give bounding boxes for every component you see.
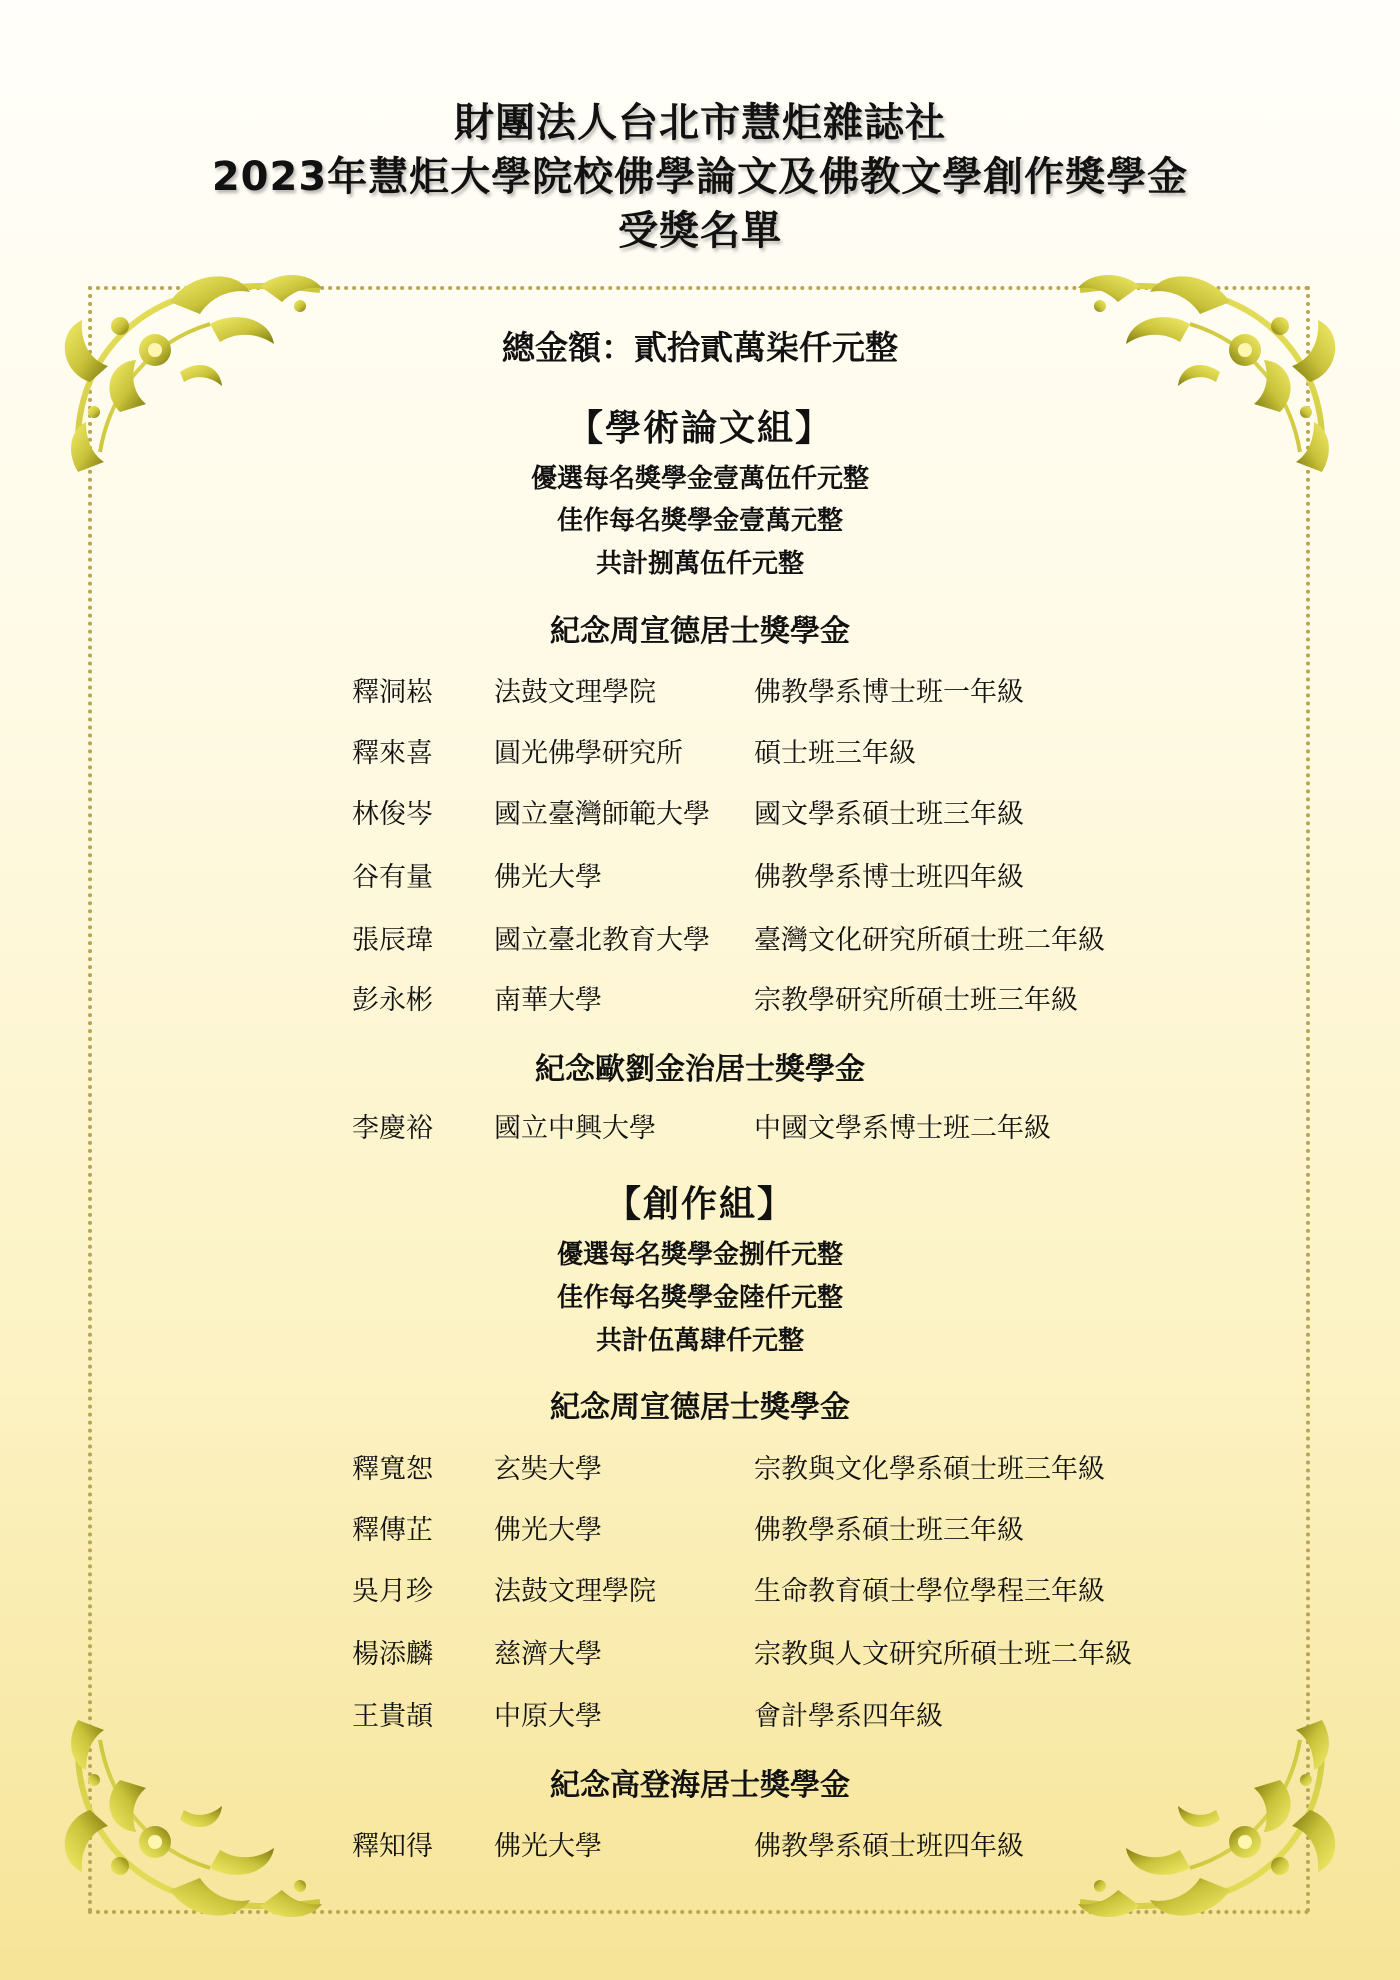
group-heading-academic: 【學術論文組】 [566, 408, 833, 449]
recipient-dept: 佛教學系碩士班四年級 [754, 1831, 1024, 1862]
recipient-row [0, 1508, 1400, 1548]
corner-ornament-bottom-left-icon [60, 1700, 360, 1930]
recipient-row [0, 918, 1400, 958]
recipient-name: 彭永彬 [352, 985, 433, 1016]
group-rule: 優選每名獎學金壹萬伍仟元整 [530, 464, 869, 494]
recipient-name: 釋洞崧 [352, 677, 433, 708]
title-recipient-list: 受獎名單 [618, 208, 782, 254]
recipient-row [0, 792, 1400, 832]
recipient-row [0, 1447, 1400, 1487]
recipient-school: 慈濟大學 [494, 1639, 602, 1670]
corner-ornament-bottom-right-icon [1040, 1700, 1340, 1930]
recipient-dept: 會計學系四年級 [754, 1701, 943, 1732]
document-title [0, 96, 1400, 258]
recipient-row [0, 731, 1400, 771]
group-rule: 優選每名獎學金捌仟元整 [556, 1240, 843, 1270]
recipient-school: 佛光大學 [494, 1831, 602, 1862]
recipient-name: 谷有量 [352, 862, 433, 893]
group-heading-creative: 【創作組】 [604, 1184, 795, 1225]
recipient-name: 釋寬恕 [352, 1454, 433, 1485]
recipient-row [0, 1824, 1400, 1864]
recipient-dept: 宗教學研究所碩士班三年級 [754, 985, 1078, 1016]
recipient-row [0, 1106, 1400, 1146]
recipient-school: 法鼓文理學院 [494, 677, 656, 708]
recipient-school: 玄奘大學 [494, 1454, 602, 1485]
group-rule: 共計捌萬伍仟元整 [595, 549, 804, 579]
recipient-name: 李慶裕 [352, 1113, 433, 1144]
recipient-school: 南華大學 [494, 985, 602, 1016]
recipient-dept: 佛教學系博士班四年級 [754, 862, 1024, 893]
recipient-name: 張辰瑋 [352, 925, 433, 956]
recipient-row [0, 670, 1400, 710]
recipient-name: 楊添麟 [352, 1639, 433, 1670]
recipient-row [0, 978, 1400, 1018]
recipient-dept: 臺灣文化研究所碩士班二年級 [754, 925, 1105, 956]
award-title: 紀念高登海居士獎學金 [550, 1768, 850, 1803]
total-amount: 總金額：貳拾貳萬柒仟元整 [502, 328, 898, 367]
recipient-name: 釋來喜 [352, 738, 433, 769]
recipient-name: 王貴頡 [352, 1701, 433, 1732]
recipient-dept: 宗教與文化學系碩士班三年級 [754, 1454, 1105, 1485]
recipient-school: 國立臺灣師範大學 [494, 799, 710, 830]
recipient-dept: 宗教與人文研究所碩士班二年級 [754, 1639, 1132, 1670]
recipient-school: 國立中興大學 [494, 1113, 656, 1144]
recipient-school: 法鼓文理學院 [494, 1576, 656, 1607]
award-title: 紀念周宣德居士獎學金 [550, 614, 850, 649]
recipient-school: 國立臺北教育大學 [494, 925, 710, 956]
title-scholarship: 2023年慧炬大學院校佛學論文及佛教文學創作獎學金 [211, 154, 1189, 200]
recipient-dept: 佛教學系博士班一年級 [754, 677, 1024, 708]
group-rule: 佳作每名獎學金陸仟元整 [556, 1283, 843, 1313]
recipient-row [0, 1569, 1400, 1609]
group-rule: 共計伍萬肆仟元整 [595, 1326, 804, 1356]
recipient-dept: 國文學系碩士班三年級 [754, 799, 1024, 830]
recipient-school: 佛光大學 [494, 862, 602, 893]
recipient-name: 吳月珍 [352, 1576, 433, 1607]
recipient-dept: 中國文學系博士班二年級 [754, 1113, 1051, 1144]
recipient-school: 中原大學 [494, 1701, 602, 1732]
recipient-name: 林俊岑 [352, 799, 433, 830]
recipient-dept: 佛教學系碩士班三年級 [754, 1515, 1024, 1546]
recipient-row [0, 855, 1400, 895]
recipient-row [0, 1632, 1400, 1672]
recipient-row [0, 1694, 1400, 1734]
recipient-name: 釋傳芷 [352, 1515, 433, 1546]
recipient-dept: 碩士班三年級 [754, 738, 916, 769]
recipient-school: 圓光佛學研究所 [494, 738, 683, 769]
recipient-name: 釋知得 [352, 1831, 433, 1862]
recipient-dept: 生命教育碩士學位學程三年級 [754, 1576, 1105, 1607]
group-rule: 佳作每名獎學金壹萬元整 [556, 506, 843, 536]
award-title: 紀念周宣德居士獎學金 [550, 1390, 850, 1425]
award-title: 紀念歐劉金治居士獎學金 [535, 1052, 865, 1087]
recipient-school: 佛光大學 [494, 1515, 602, 1546]
title-organization: 財團法人台北市慧炬雜誌社 [454, 100, 946, 146]
